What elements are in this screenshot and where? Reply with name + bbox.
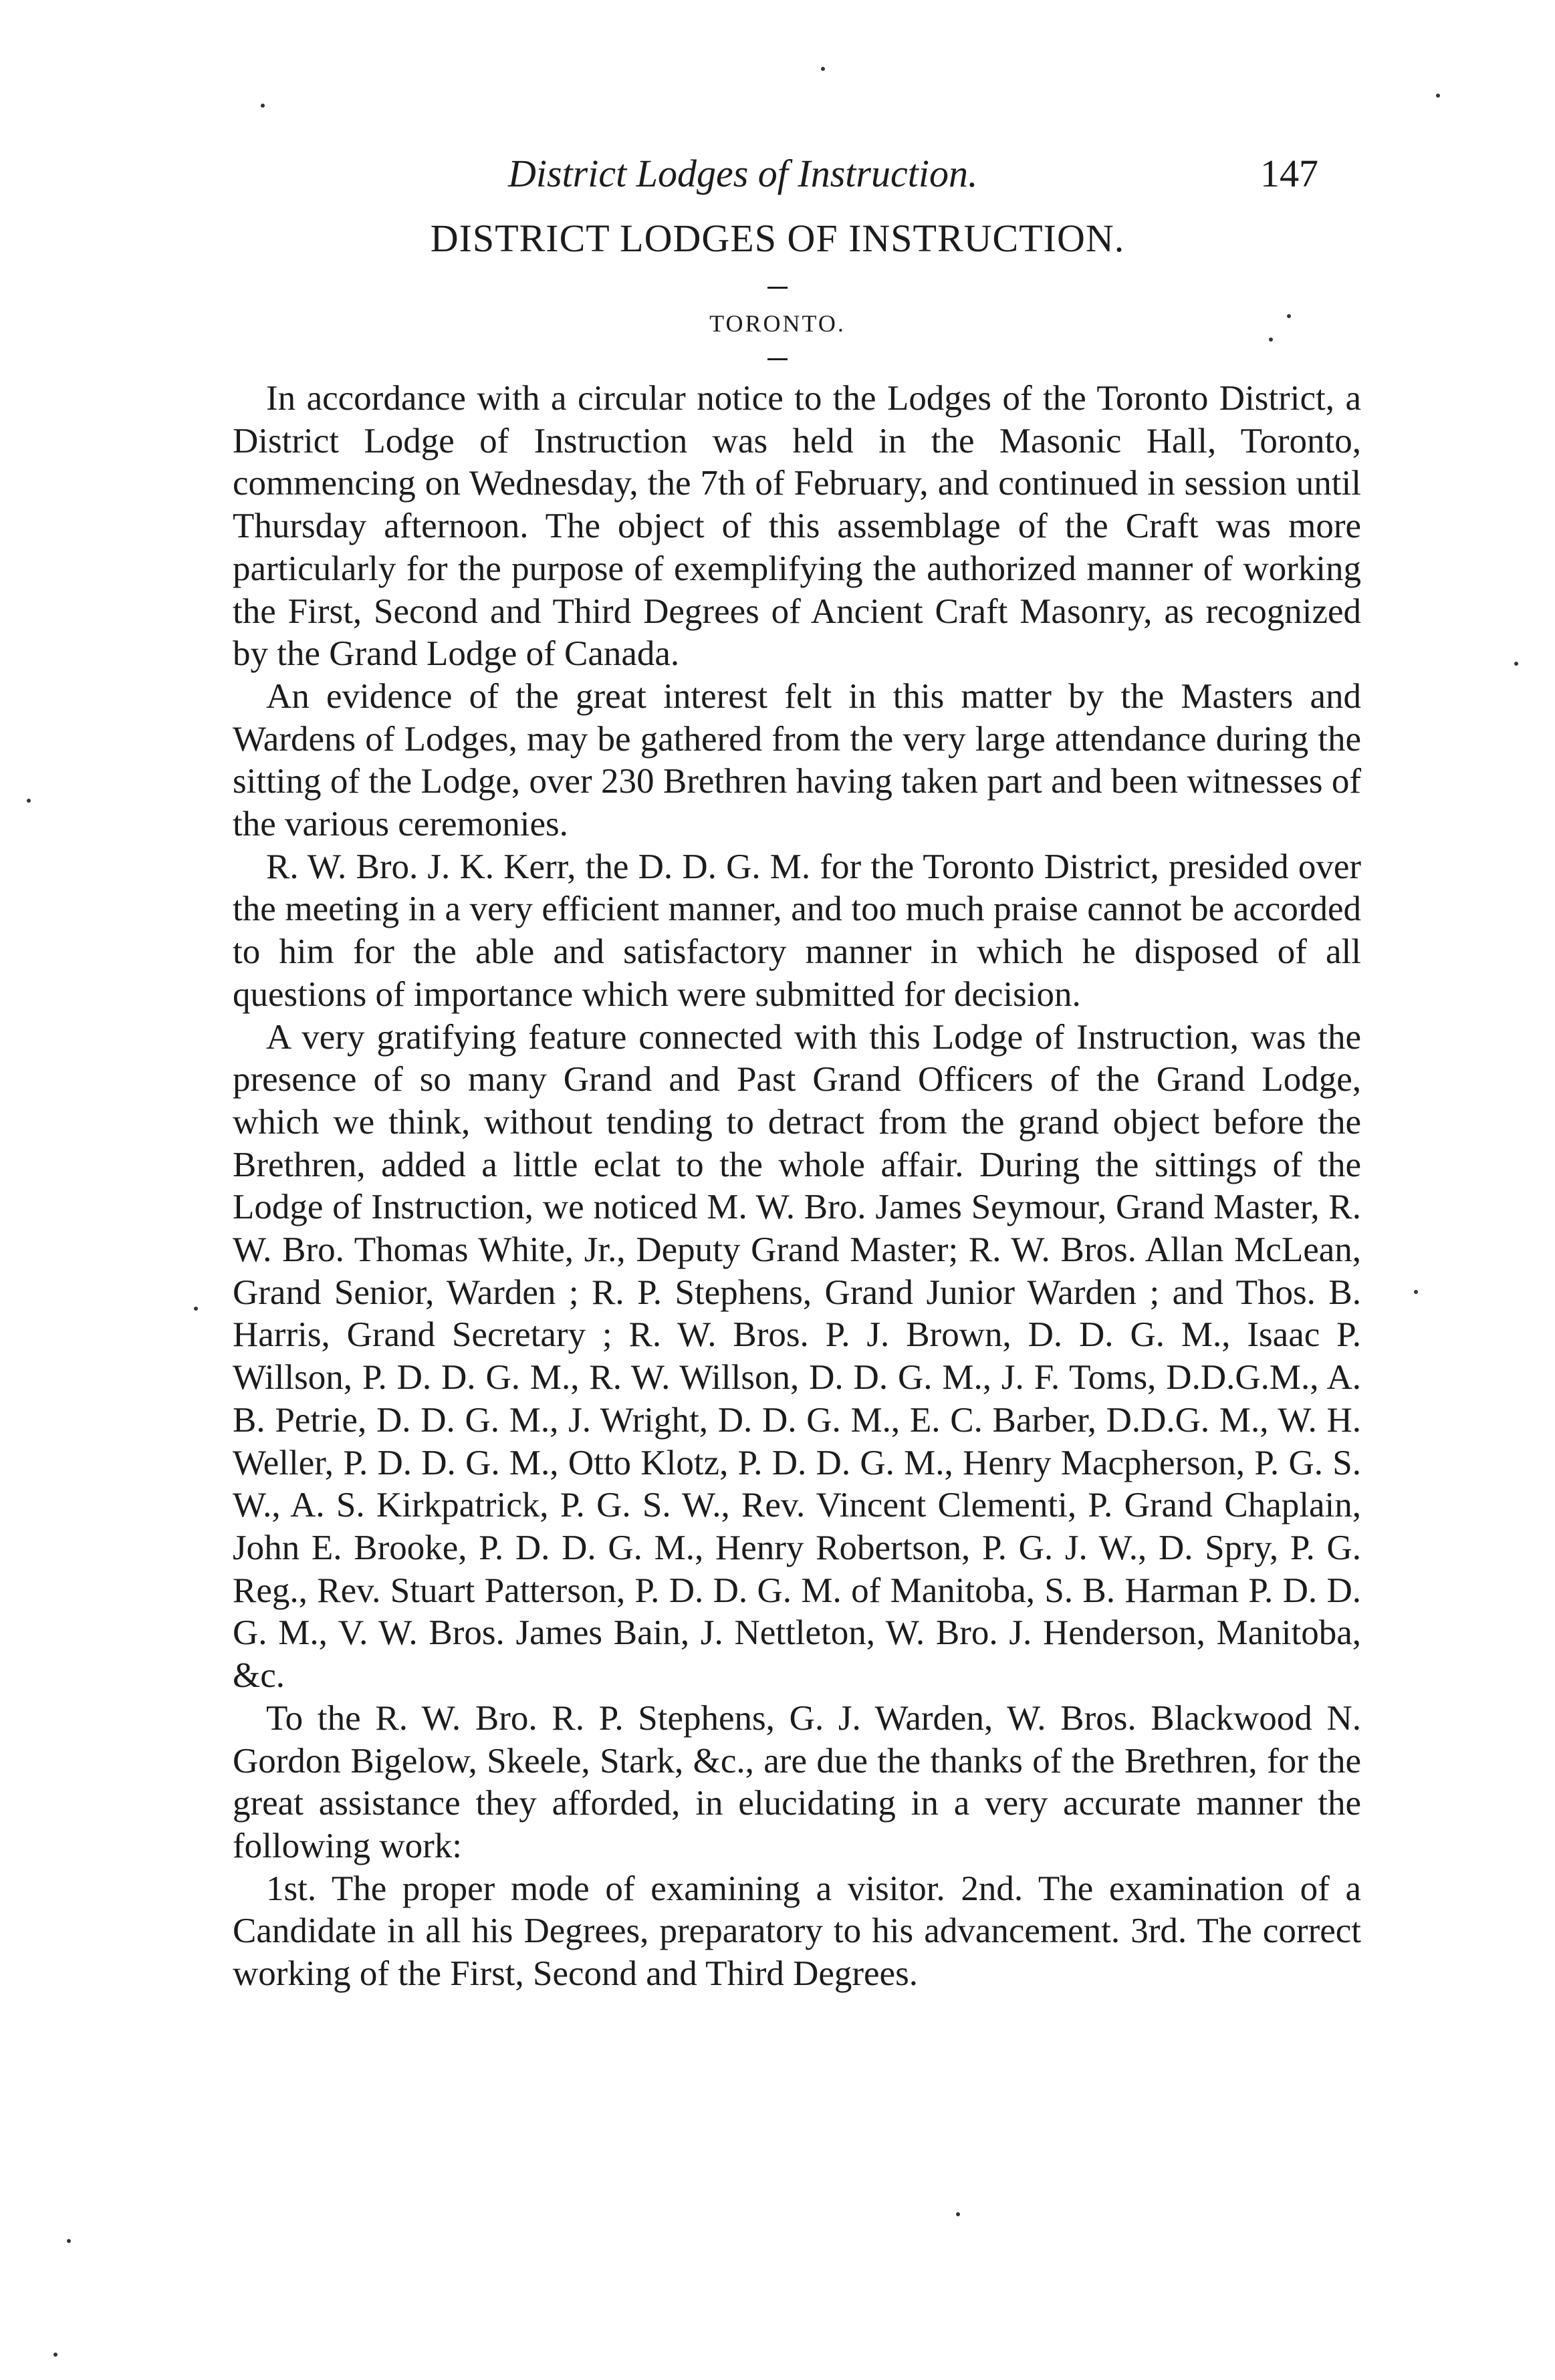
scan-speck [1269, 338, 1273, 342]
section-divider [767, 358, 788, 360]
paragraph: To the R. W. Bro. R. P. Stephens, G. J. Warden, W. Bros. Blackwood N. Gordon Bigelow, Skeele, Stark, &c., are due the thanks of the Brethren, for the great assistance they afforded, in elucidating in a very accurate manner the following work: [233, 1698, 1361, 1865]
scan-speck [1287, 314, 1291, 318]
scan-speck [1414, 1290, 1418, 1294]
scan-speck [821, 67, 825, 71]
scan-speck [956, 2212, 960, 2216]
body-text [233, 378, 1361, 1996]
page-number: 147 [1260, 152, 1318, 195]
scan-speck [1514, 662, 1518, 666]
title-divider [767, 287, 788, 289]
paragraph: A very gratifying feature connected with this Lodge of Instruction, was the presence of so many Grand and Past Grand Officers of the Grand Lodge, which we think, without tending to detract from the grand object before the Brethren, added a little eclat to the whole affair. During the sittings of the Lodge of Instruction, we noticed M. W. Bro. James Seymour, Grand Master, R. W. Bro. Thomas White, Jr., Deputy Grand Master; R. W. Bros. Allan McLean, Grand Senior, Warden ; R. P. Stephens, Grand Junior Warden ; and Thos. B. Harris, Grand Secretary ; R. W. Bros. P. J. Brown, D. D. G. M., Isaac P. Willson, P. D. D. G. M., R. W. Willson, D. D. G. M., J. F. Toms, D.D.G.M., A. B. Petrie, D. D. G. M., J. Wright, D. D. G. M., E. C. Barber, D.D.G. M., W. H. Weller, P. D. D. G. M., Otto Klotz, P. D. D. G. M., Henry Macpherson, P. G. S. W., A. S. Kirkpatrick, P. G. S. W., Rev. Vincent Clementi, P. Grand Chaplain, John E. Brooke, P. D. D. G. M., Henry Robertson, P. G. J. W., D. Spry, P. G. Reg., Rev. Stuart Patterson, P. D. D. G. M. of Manitoba, S. B. Harman P. D. D. G. M., V. W. Bros. James Bain, J. Nettleton, W. Bro. J. Henderson, Manitoba, &c. [233, 1017, 1361, 1696]
running-head [508, 150, 1377, 197]
scan-speck [261, 104, 265, 108]
paragraph: An evidence of the great interest felt in this matter by the Masters and Wardens of Lodges, may be gathered from the very large attendance during the sitting of the Lodge, over 230 Brethren having taken part and been witnesses of the various ceremonies. [233, 676, 1361, 844]
scan-speck [1436, 94, 1440, 98]
scan-speck [27, 799, 31, 803]
paragraph: In accordance with a circular notice to the Lodges of the Toronto District, a District Lodge of Instruction was held in the Masonic Hall, Toronto, commencing on Wednesday, the 7th of February, and continued in session until Thursday afternoon. The object of this assemblage of the Craft was more particularly for the purpose of exemplifying the authorized manner of working the First, Second and Third Degrees of Ancient Craft Masonry, as recognized by the Grand Lodge of Canada. [233, 379, 1361, 674]
paragraph: 1st. The proper mode of examining a visitor. 2nd. The examination of a Candidate in all his Degrees, preparatory to his advancement. 3rd. The correct working of the First, Second and Third Degrees. [233, 1869, 1361, 1994]
scan-speck [67, 2239, 71, 2243]
chapter-title: DISTRICT LODGES OF INSTRUCTION. [430, 217, 1125, 260]
paragraph: R. W. Bro. J. K. Kerr, the D. D. G. M. for the Toronto District, presided over the meeting in a very efficient manner, and too much praise cannot be accorded to him for the able and satisfactory manner in which he disposed of all questions of importance which were submitted for decision. [233, 847, 1361, 1014]
scan-speck [53, 2353, 57, 2357]
section-title: TORONTO. [709, 310, 846, 337]
running-title: District Lodges of Instruction. [508, 152, 978, 195]
scan-speck [194, 1307, 198, 1311]
